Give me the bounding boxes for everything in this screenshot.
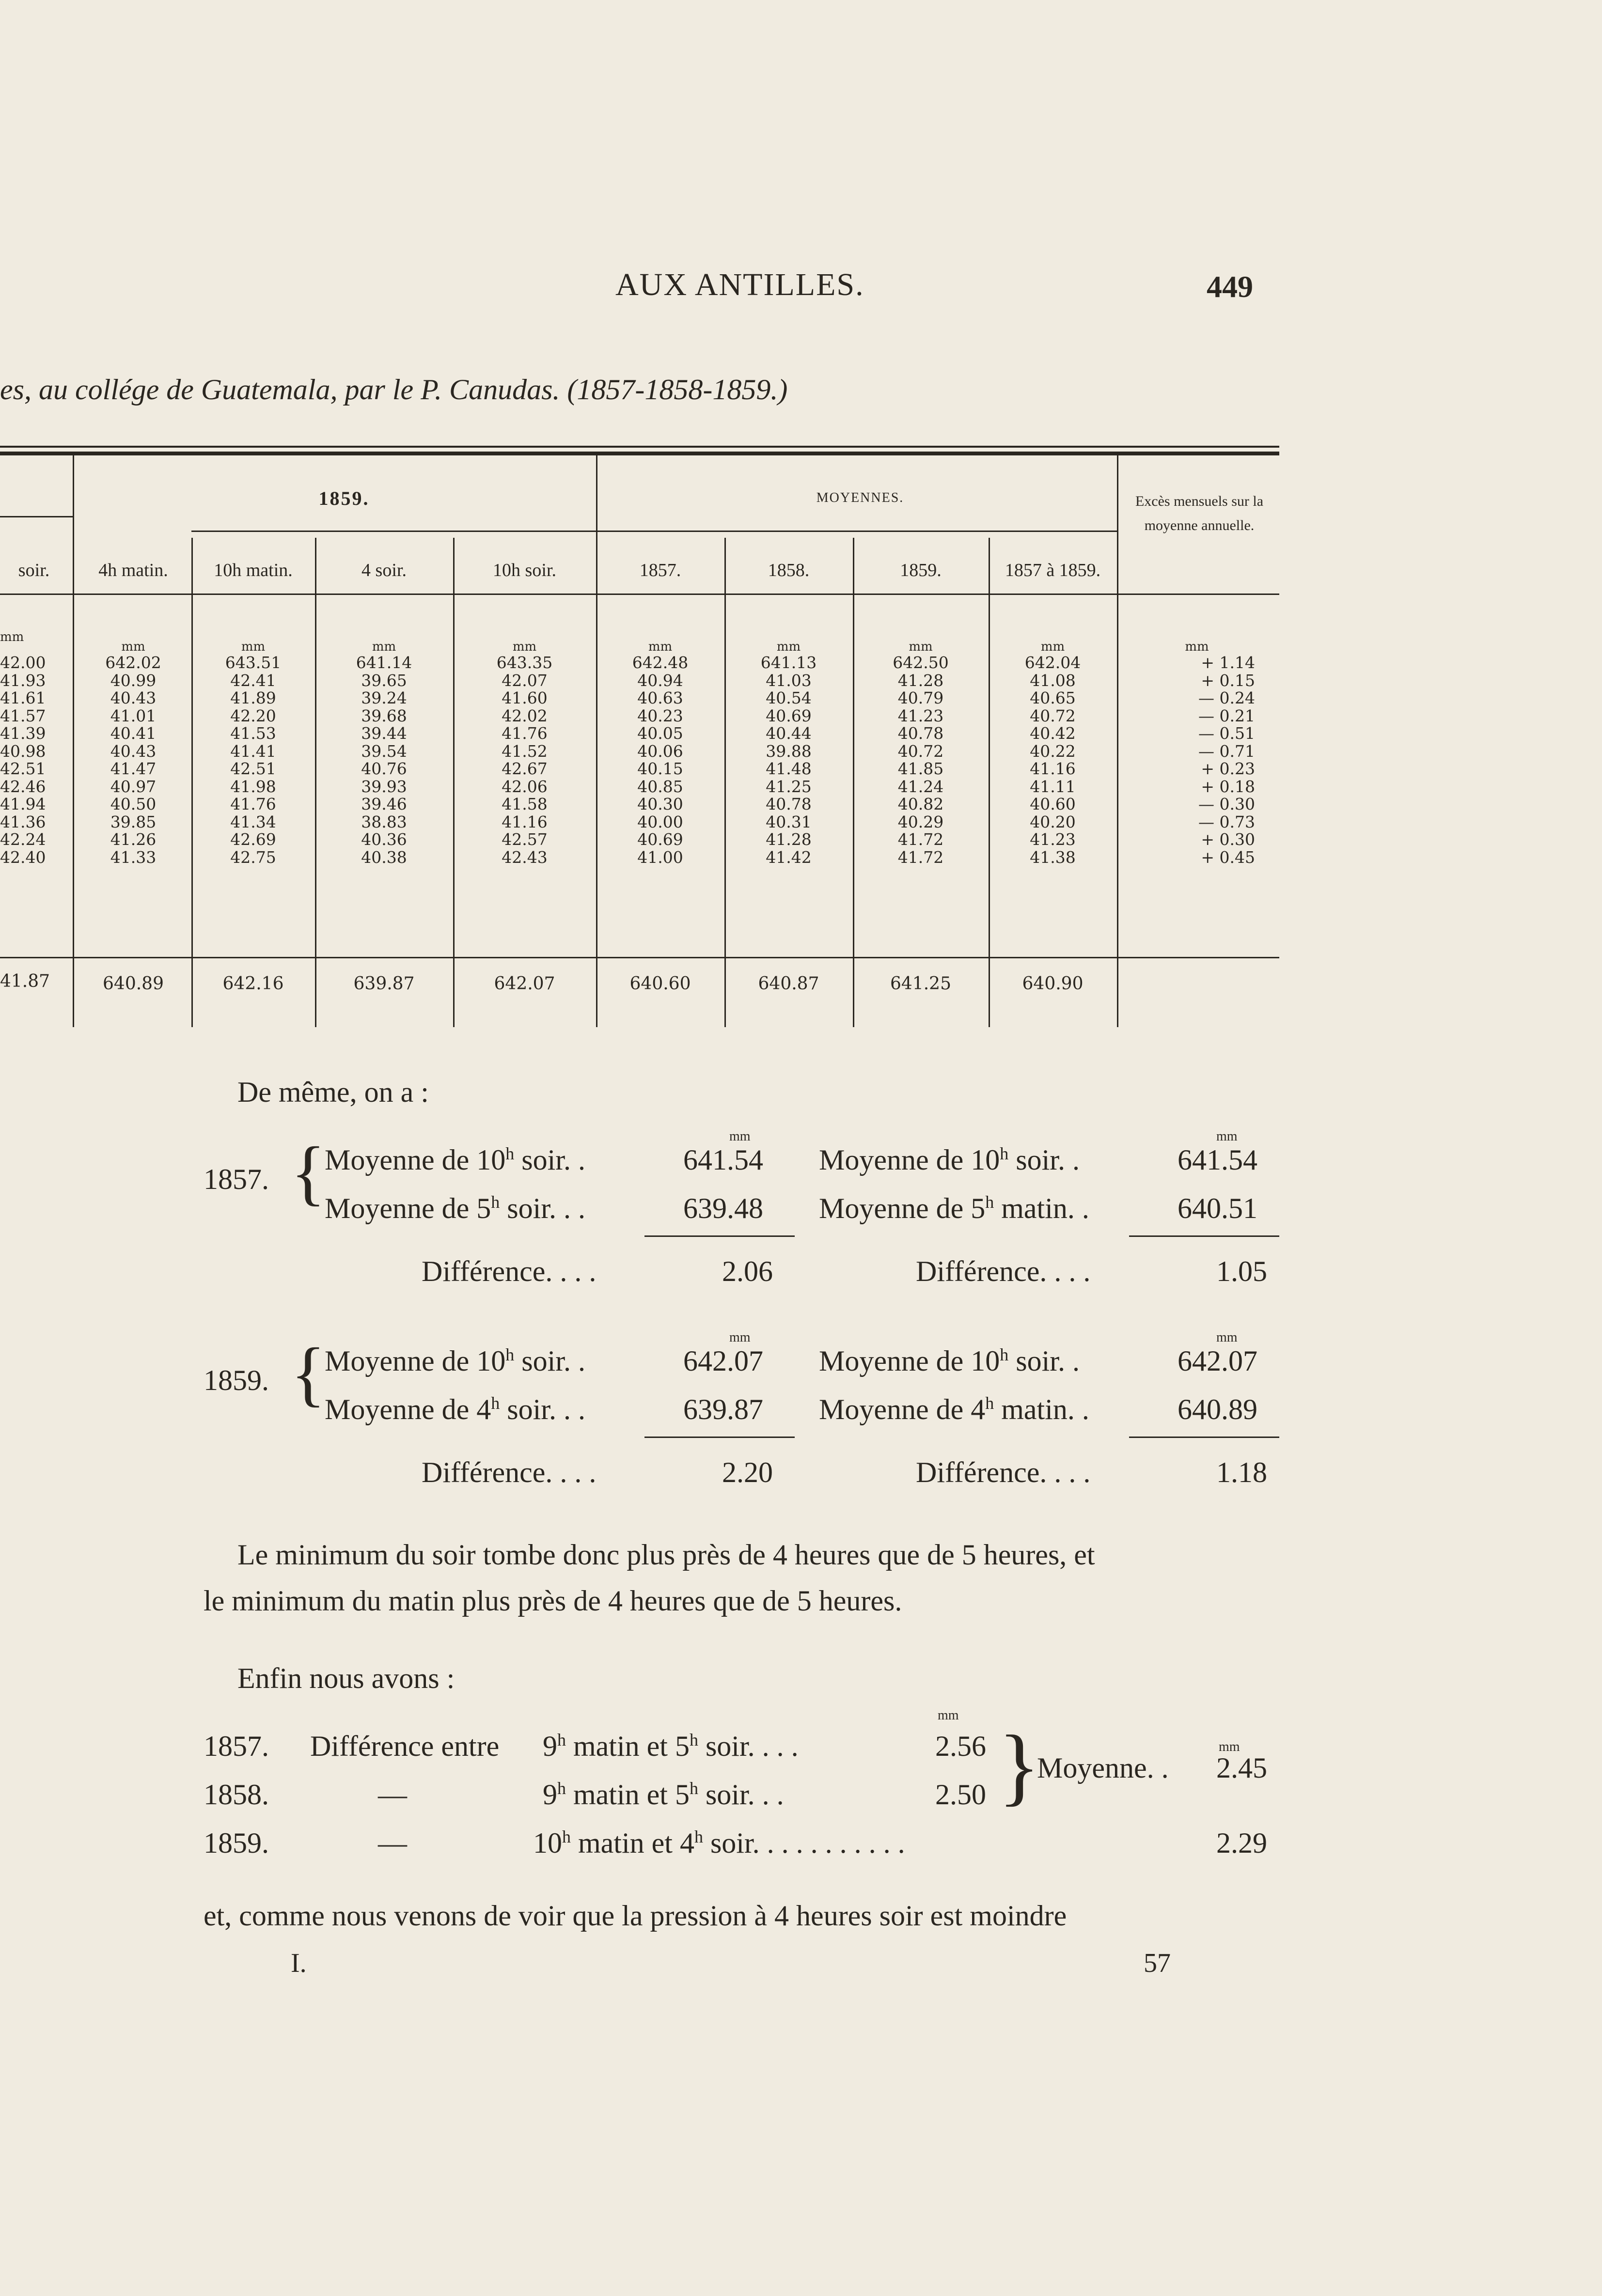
cell: 40.82	[897, 795, 944, 813]
running-title: AUX ANTILLES.	[615, 267, 864, 302]
cell: 642.02	[105, 653, 161, 672]
cell: 40.69	[766, 706, 812, 725]
cell: — 0.73	[1198, 812, 1255, 831]
cell: 41.72	[897, 847, 944, 867]
cell: 41.23	[1030, 830, 1076, 849]
mean-label-1859-a: Moyenne de 10$^h$ soir. .	[325, 1345, 585, 1377]
col-header: 10h matin.	[214, 560, 293, 580]
de-meme-line: De même, on a :	[237, 1076, 429, 1108]
col-header: 1857 à 1859.	[1005, 560, 1101, 580]
unit-label: mm	[1185, 640, 1209, 654]
cell: 41.89	[230, 688, 276, 707]
cell: 40.97	[110, 777, 157, 796]
cell: + 1.14	[1201, 653, 1255, 672]
moyenne-label: Moyenne. .	[1037, 1752, 1169, 1784]
cell: 42.57	[502, 830, 548, 849]
cell: 40.72	[1030, 706, 1076, 725]
cell: 40.38	[361, 847, 407, 867]
cell: 42.67	[502, 759, 548, 778]
mean-value: 641.54	[1178, 1144, 1257, 1176]
cell: 40.30	[637, 795, 683, 813]
group-rule	[191, 531, 1117, 532]
cell: 41.08	[1030, 671, 1076, 690]
mean-value: 640.89	[1178, 1393, 1257, 1425]
cell: 41.60	[502, 688, 548, 707]
unit-label: mm	[121, 640, 145, 654]
table-vline	[453, 538, 455, 1027]
cell: 41.23	[897, 706, 944, 725]
cell: 42.40	[0, 847, 46, 867]
cell: 40.00	[637, 812, 683, 831]
col-header: 10h soir.	[493, 560, 556, 580]
table-vline	[191, 538, 193, 1027]
cell: 42.07	[502, 671, 548, 690]
cell: — 0.21	[1198, 706, 1255, 725]
cell: 643.51	[225, 653, 282, 672]
paragraph-line: le minimum du matin plus près de 4 heures que de 5 heures.	[204, 1585, 902, 1617]
mean-cell: 640.87	[758, 974, 819, 994]
cell: 41.03	[766, 671, 812, 690]
cell: 41.76	[230, 795, 276, 813]
cell: 40.78	[897, 724, 944, 743]
cell: 38.83	[361, 812, 407, 831]
cell: — 0.51	[1198, 724, 1255, 743]
row-hours-1859: 10$^h$ matin et 4$^h$ soir. . . . . . . . . . .	[533, 1827, 905, 1859]
mean-cell: 640.60	[629, 974, 691, 994]
cut-column	[0, 653, 46, 867]
cell: 40.20	[1030, 812, 1076, 831]
col-10h-matin	[194, 654, 313, 866]
row-value: 2.50	[935, 1779, 986, 1811]
unit-label: mm	[1216, 1330, 1238, 1345]
enfin-line: Enfin nous avons :	[237, 1662, 455, 1694]
cell: 40.44	[766, 724, 812, 743]
means-rule	[0, 957, 1279, 958]
sum-rule	[644, 1235, 795, 1237]
cell: 42.75	[230, 847, 276, 867]
unit-label: mm	[1216, 1129, 1238, 1144]
cell: 643.35	[496, 653, 553, 672]
excess-header: Excès mensuels sur la moyenne annuelle.	[1135, 493, 1264, 533]
unit-label: mm	[729, 1129, 751, 1144]
cell: 40.42	[1030, 724, 1076, 743]
left-brace: {	[291, 1333, 326, 1414]
cell: 41.16	[1030, 759, 1076, 778]
mean-label-1859-d: Moyenne de 4$^h$ matin. .	[819, 1393, 1089, 1425]
difference-label: Différence. . . .	[916, 1456, 1091, 1488]
cell: — 0.71	[1198, 741, 1255, 761]
row-hours-1857: 9$^h$ matin et 5$^h$ soir. . . .	[543, 1730, 799, 1762]
header-rule	[0, 594, 1279, 595]
cell: + 0.15	[1201, 671, 1255, 690]
cell: 42.24	[0, 830, 46, 849]
mean-value: 640.51	[1178, 1192, 1257, 1224]
unit-label: mm	[1040, 640, 1065, 654]
mean-cell: 640.90	[1022, 974, 1084, 994]
cell: 40.63	[637, 688, 683, 707]
unit-label: mm	[0, 630, 24, 644]
cell: 40.15	[637, 759, 683, 778]
table-vline	[724, 538, 726, 1027]
cell: 41.25	[766, 777, 812, 796]
cell: + 0.30	[1201, 830, 1255, 849]
cell: 39.88	[766, 741, 812, 761]
sum-rule	[1129, 1235, 1279, 1237]
cell: 41.61	[0, 688, 46, 707]
row-year: 1858.	[204, 1779, 269, 1811]
col-10h-soir	[455, 654, 594, 866]
table-vline	[73, 455, 74, 1027]
col-4-soir	[317, 654, 451, 866]
unit-label: mm	[938, 1708, 959, 1723]
unit-label: mm	[729, 1330, 751, 1345]
cell: 42.02	[502, 706, 548, 725]
table-vline	[596, 455, 597, 1027]
cell: 40.72	[897, 741, 944, 761]
mean-label-1859-c: Moyenne de 4$^h$ soir. . .	[325, 1393, 585, 1425]
difference-label: Différence. . . .	[916, 1255, 1091, 1287]
cell: 40.69	[637, 830, 683, 849]
cell: + 0.45	[1201, 847, 1255, 867]
cell: 39.93	[361, 777, 407, 796]
col-header: 1858.	[768, 560, 810, 580]
cell: 40.23	[637, 706, 683, 725]
cell: + 0.23	[1201, 759, 1255, 778]
cell: 642.50	[893, 653, 949, 672]
cell: 40.98	[0, 741, 46, 761]
cell: 40.36	[361, 830, 407, 849]
cell: 40.85	[637, 777, 683, 796]
cell: 41.28	[766, 830, 812, 849]
cell: 41.28	[897, 671, 944, 690]
cell: 42.06	[502, 777, 548, 796]
table-top-rule	[0, 446, 1279, 448]
moyennes-group-label: MOYENNES.	[816, 490, 904, 505]
cell: 39.24	[361, 688, 407, 707]
cell: 41.24	[897, 777, 944, 796]
unit-label: mm	[512, 640, 537, 654]
col-header: 4h matin.	[98, 560, 168, 580]
cell: 41.11	[1030, 777, 1076, 796]
row-value: 2.29	[1216, 1827, 1267, 1859]
cell: 41.58	[502, 795, 548, 813]
cell: 40.76	[361, 759, 407, 778]
moyenne-value: 2.45	[1216, 1752, 1267, 1784]
cell: 41.48	[766, 759, 812, 778]
row-label: Différence entre	[310, 1730, 500, 1762]
cell: 41.57	[0, 706, 46, 725]
difference-value: 1.18	[1216, 1456, 1267, 1488]
right-brace: }	[998, 1718, 1040, 1814]
unit-label: mm	[776, 640, 801, 654]
col-excess	[1119, 654, 1255, 866]
cell: 39.44	[361, 724, 407, 743]
unit-label: mm	[372, 640, 396, 654]
unit-label: mm	[909, 640, 933, 654]
cell: 41.76	[502, 724, 548, 743]
difference-value: 2.20	[722, 1456, 773, 1488]
cell: 40.41	[110, 724, 157, 743]
sheet-number: 57	[1144, 1948, 1171, 1978]
mean-label-1857-a: Moyenne de 10$^h$ soir. .	[325, 1144, 585, 1176]
unit-label: mm	[241, 640, 266, 654]
cell: 40.99	[110, 671, 157, 690]
unit-label: mm	[648, 640, 673, 654]
table-top-thick-rule	[0, 452, 1279, 455]
mean-value: 641.54	[683, 1144, 763, 1176]
paragraph-line: Le minimum du soir tombe donc plus près de 4 heures que de 5 heures, et	[237, 1539, 1095, 1571]
cell: 42.51	[0, 759, 46, 778]
difference-value: 1.05	[1216, 1255, 1267, 1287]
mean-cell: 640.89	[103, 974, 164, 994]
subtitle-lead: es,	[0, 374, 31, 406]
row-year: 1857.	[204, 1730, 269, 1762]
mean-label-1857-c: Moyenne de 5$^h$ soir. . .	[325, 1192, 585, 1224]
cell: + 0.18	[1201, 777, 1255, 796]
cell: 41.16	[502, 812, 548, 831]
cell: 41.26	[110, 830, 157, 849]
cell: 41.36	[0, 812, 46, 831]
mean-cell: 639.87	[353, 974, 415, 994]
cell: 41.33	[110, 847, 157, 867]
cell: — 0.24	[1198, 688, 1255, 707]
mean-cell: 642.16	[222, 974, 284, 994]
table-vline	[315, 538, 316, 1027]
cell: 42.46	[0, 777, 46, 796]
col-1857-a-1859	[991, 654, 1115, 866]
cell: 40.22	[1030, 741, 1076, 761]
cell: 39.68	[361, 706, 407, 725]
difference-label: Différence. . . .	[422, 1255, 597, 1287]
table-vline	[989, 538, 990, 1027]
cell: 39.85	[110, 812, 157, 831]
cell: 39.54	[361, 741, 407, 761]
cell: 41.94	[0, 795, 46, 813]
cell: 41.38	[1030, 847, 1076, 867]
left-brace: {	[291, 1132, 326, 1213]
cell: 41.41	[230, 741, 276, 761]
cell: 41.53	[230, 724, 276, 743]
table-subtitle	[0, 373, 787, 406]
cell: 40.78	[766, 795, 812, 813]
cell: 42.20	[230, 706, 276, 725]
row-value: 2.56	[935, 1730, 986, 1762]
col-4h-matin	[78, 654, 189, 866]
row-hours-1858: 9$^h$ matin et 5$^h$ soir. . .	[543, 1779, 784, 1811]
cell: 41.98	[230, 777, 276, 796]
cut-mean: 41.87	[0, 971, 50, 991]
table-vline	[1117, 455, 1118, 1027]
cell: 42.43	[502, 847, 548, 867]
cell: — 0.30	[1198, 795, 1255, 813]
cell: 40.94	[637, 671, 683, 690]
mean-cell: 641.25	[890, 974, 951, 994]
row-label: —	[378, 1827, 407, 1859]
signature-mark: I.	[291, 1948, 307, 1978]
cell: 41.72	[897, 830, 944, 849]
mean-label-1859-b: Moyenne de 10$^h$ soir. .	[819, 1345, 1080, 1377]
last-line: et, comme nous venons de voir que la pression à 4 heures soir est moindre	[204, 1900, 1067, 1932]
cell: 40.31	[766, 812, 812, 831]
cell: 39.46	[361, 795, 407, 813]
cell: 40.05	[637, 724, 683, 743]
page-number: 449	[1207, 269, 1253, 304]
cell: 641.13	[760, 653, 817, 672]
col-1857	[598, 654, 722, 866]
cell: 40.43	[110, 688, 157, 707]
pressure-table	[0, 446, 1279, 1022]
cell: 41.85	[897, 759, 944, 778]
cell: 40.54	[766, 688, 812, 707]
col-1859	[855, 654, 986, 866]
mean-value: 642.07	[1178, 1345, 1257, 1377]
col-header: 1857.	[639, 560, 681, 580]
mean-value: 642.07	[683, 1345, 763, 1377]
cell: 42.51	[230, 759, 276, 778]
cell: 41.93	[0, 671, 46, 690]
row-label: —	[378, 1779, 407, 1811]
cell: 40.60	[1030, 795, 1076, 813]
subtitle-text: au collége de Guatemala, par le P. Canudas. (1857-1858-1859.)	[38, 374, 788, 406]
cell: 42.00	[0, 653, 46, 672]
mean-value: 639.48	[683, 1192, 763, 1224]
cell: 642.04	[1024, 653, 1081, 672]
cell: 42.41	[230, 671, 276, 690]
table-vline	[853, 538, 854, 1027]
col-header: 1859.	[900, 560, 942, 580]
cell: 41.47	[110, 759, 157, 778]
mean-label-1857-b: Moyenne de 10$^h$ soir. .	[819, 1144, 1080, 1176]
cell: 641.14	[356, 653, 412, 672]
year-1857-label: 1857.	[204, 1163, 269, 1195]
cell: 41.01	[110, 706, 157, 725]
cell: 41.52	[502, 741, 548, 761]
col-1858	[727, 654, 850, 866]
cell: 41.00	[637, 847, 683, 867]
difference-value: 2.06	[722, 1255, 773, 1287]
year-group-label: 1859.	[318, 487, 370, 509]
cell: 41.34	[230, 812, 276, 831]
col-header: 4 soir.	[361, 560, 407, 580]
cell: 642.48	[632, 653, 689, 672]
unit-label: mm	[1219, 1739, 1240, 1754]
cell: 40.65	[1030, 688, 1076, 707]
mean-value: 639.87	[683, 1393, 763, 1425]
cell: 40.29	[897, 812, 944, 831]
cell: 40.50	[110, 795, 157, 813]
mean-label-1857-d: Moyenne de 5$^h$ matin. .	[819, 1192, 1089, 1224]
cell: 41.42	[766, 847, 812, 867]
mean-cell: 642.07	[494, 974, 555, 994]
cell: 39.65	[361, 671, 407, 690]
difference-label: Différence. . . .	[422, 1456, 597, 1488]
cell: 40.43	[110, 741, 157, 761]
cut-col-header: soir.	[18, 560, 50, 580]
sum-rule	[644, 1437, 795, 1438]
cell: 40.06	[637, 741, 683, 761]
row-year: 1859.	[204, 1827, 269, 1859]
cell: 42.69	[230, 830, 276, 849]
left-stub-rule	[0, 516, 73, 517]
cell: 40.79	[897, 688, 944, 707]
cell: 41.39	[0, 724, 46, 743]
sum-rule	[1129, 1437, 1279, 1438]
year-1859-label: 1859.	[204, 1364, 269, 1396]
